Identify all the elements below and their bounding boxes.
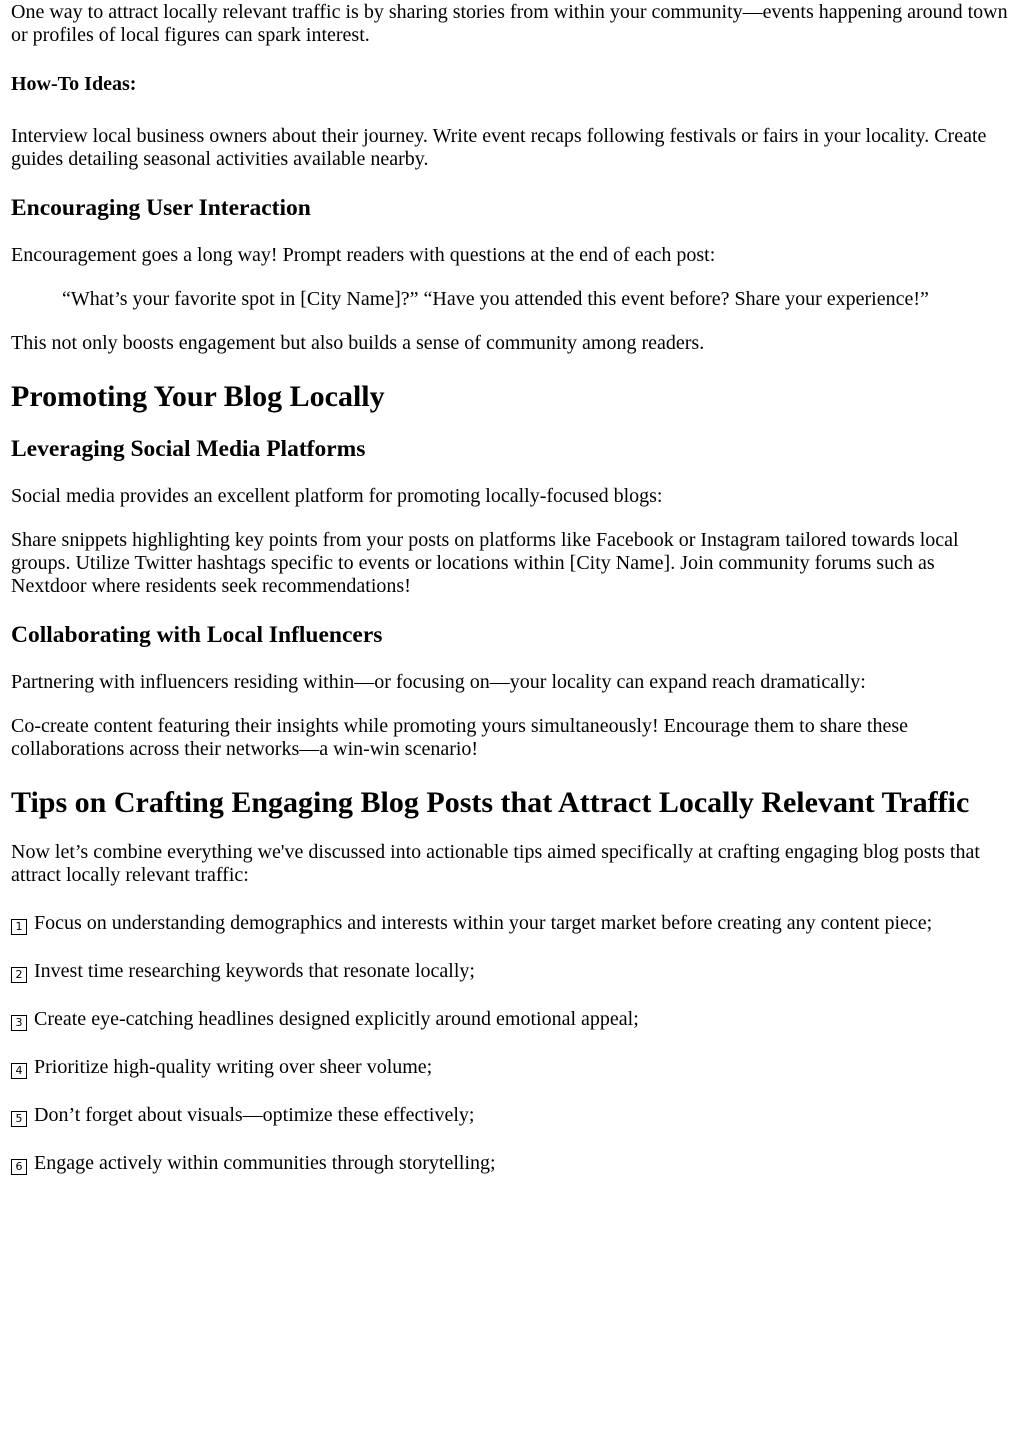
tip-text: Prioritize high-quality writing over sheer volume; [34,1056,433,1078]
tip-item-5 [11,1104,1014,1127]
number-2-icon: 2 [11,967,27,983]
number-3-icon: 3 [11,1015,27,1031]
number-6-icon: 6 [11,1159,27,1175]
tip-text: Engage actively within communities through storytelling; [34,1152,496,1174]
promoting-heading: Promoting Your Blog Locally [11,380,385,413]
social-heading: Leveraging Social Media Platforms [11,436,366,462]
interaction-heading: Encouraging User Interaction [11,195,311,221]
interaction-quote: “What’s your favorite spot in [City Name]?” “Have you attended this event before? Share your experience!” [62,288,929,310]
howto-paragraph: Interview local business owners about their journey. Write event recaps following festivals or fairs in your locality. Create guides detailing seasonal activities available nearby. [11,125,987,170]
tips-heading: Tips on Crafting Engaging Blog Posts that Attract Locally Relevant Traffic [11,786,970,819]
tip-item-4 [11,1056,1014,1079]
number-5-icon: 5 [11,1111,27,1127]
tip-item-6 [11,1152,1014,1175]
social-paragraph: Share snippets highlighting key points from your posts on platforms like Facebook or Instagram tailored towards local groups. Utilize Twitter hashtags specific to events or locations within [City Name]. Join community forums such as Nextdoor where residents seek recommendations! [11,529,959,597]
tip-text: Create eye-catching headlines designed explicitly around emotional appeal; [34,1008,639,1030]
howto-heading: How-To Ideas: [11,73,137,95]
interaction-after-paragraph: This not only boosts engagement but also builds a sense of community among readers. [11,332,705,354]
tips-list [11,887,1014,1175]
interaction-paragraph: Encouragement goes a long way! Prompt readers with questions at the end of each post: [11,244,716,266]
tips-intro-paragraph: Now let’s combine everything we've discussed into actionable tips aimed specifically at crafting engaging blog posts that attract locally relevant traffic: [11,841,980,886]
number-1-icon: 1 [11,919,27,935]
tip-item-3 [11,1008,1014,1031]
influencers-heading: Collaborating with Local Influencers [11,622,383,648]
tip-text: Invest time researching keywords that resonate locally; [34,960,475,982]
tip-text: Focus on understanding demographics and interests within your target market before creating any content piece; [34,912,933,934]
tip-item-2 [11,960,1014,983]
influencers-intro-paragraph: Partnering with influencers residing within—or focusing on—your locality can expand reach dramatically: [11,671,866,693]
tip-text: Don’t forget about visuals—optimize these effectively; [34,1104,475,1126]
intro-paragraph: One way to attract locally relevant traffic is by sharing stories from within your community—events happening around town or profiles of local figures can spark interest. [11,1,1008,46]
influencers-paragraph: Co-create content featuring their insights while promoting yours simultaneously! Encourage them to share these collaborations across their networks—a win-win scenario! [11,715,908,760]
tip-item-1 [11,912,1014,935]
number-4-icon: 4 [11,1063,27,1079]
social-intro-paragraph: Social media provides an excellent platform for promoting locally-focused blogs: [11,485,663,507]
